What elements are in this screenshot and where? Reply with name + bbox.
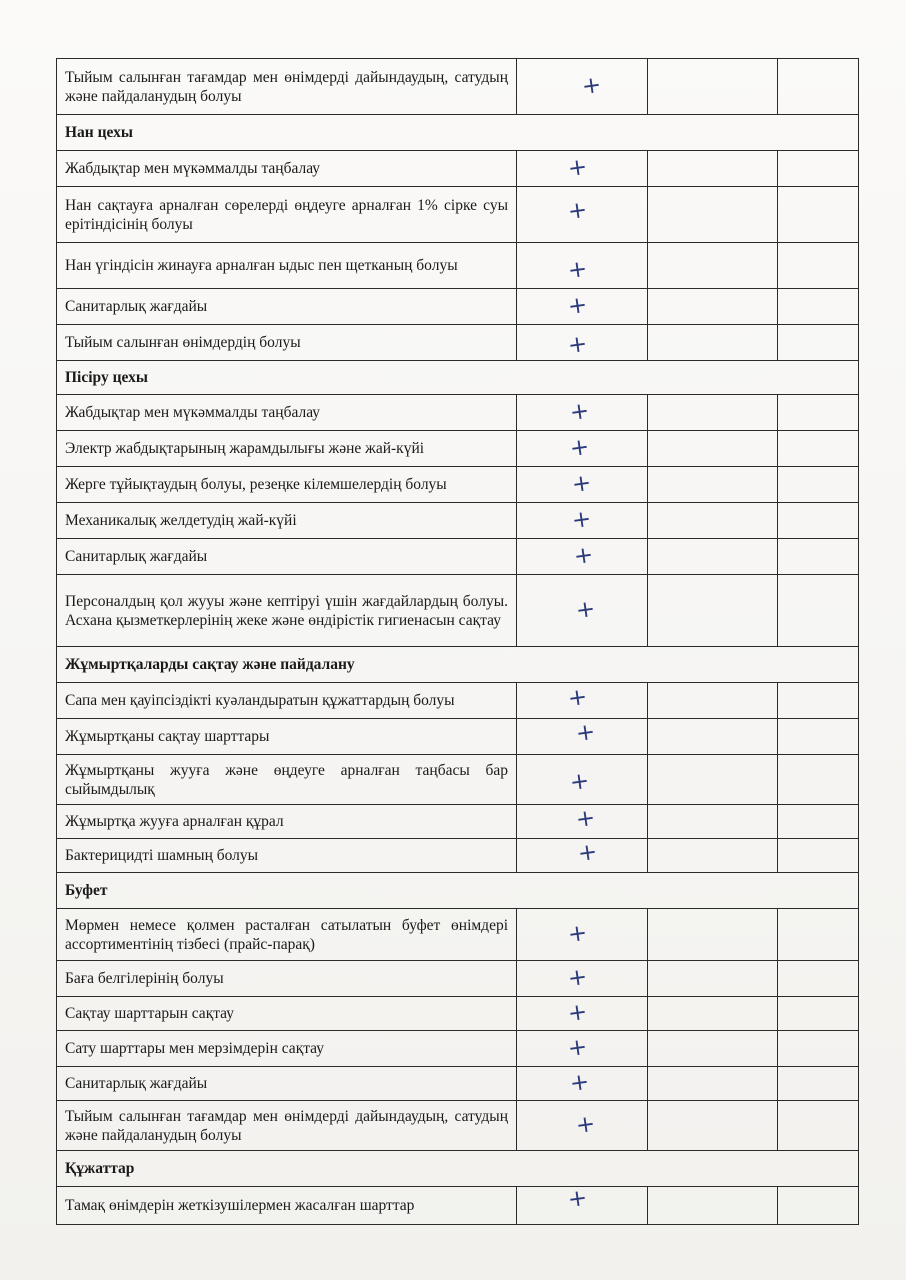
handwritten-plus-mark: + [566,683,590,713]
checklist-row [57,683,859,719]
handwritten-plus-mark: + [566,1184,590,1214]
checklist-row [57,243,859,289]
empty-cell-a [648,1187,778,1225]
handwritten-plus-mark: + [570,469,594,499]
requirement-text: Жерге тұйықтаудың болуы, резеңке кілемшелердің болуы [57,467,517,503]
compliance-mark-cell [517,1101,648,1151]
empty-cell-a [648,467,778,503]
section-header-row [57,361,859,395]
requirement-text: Механикалық желдетудің жай-күйі [57,503,517,539]
empty-cell-a [648,539,778,575]
checklist-row [57,1067,859,1101]
compliance-mark-cell [517,839,648,873]
requirement-text: Электр жабдықтарының жарамдылығы және жай-күйі [57,431,517,467]
compliance-mark-cell [517,395,648,431]
checklist-row [57,395,859,431]
checklist-row [57,719,859,755]
compliance-mark-cell [517,467,648,503]
handwritten-plus-mark: + [574,1110,598,1140]
checklist-row [57,467,859,503]
compliance-mark-cell [517,575,648,647]
handwritten-plus-mark: + [566,255,590,285]
empty-cell-a [648,719,778,755]
section-header-row [57,1151,859,1187]
empty-cell-a [648,59,778,115]
compliance-mark-cell [517,755,648,805]
empty-cell-b [778,243,859,289]
checklist-row [57,325,859,361]
empty-cell-a [648,1101,778,1151]
section-title: Буфет [57,873,859,909]
handwritten-plus-mark: + [568,397,592,427]
empty-cell-b [778,1187,859,1225]
requirement-text: Нан сақтауға арналған сөрелерді өңдеуге арналған 1% сірке суы ерітіндісінің болуы [57,187,517,243]
empty-cell-b [778,683,859,719]
handwritten-plus-mark: + [566,1033,590,1063]
empty-cell-b [778,539,859,575]
compliance-mark-cell [517,243,648,289]
compliance-mark-cell [517,431,648,467]
empty-cell-b [778,151,859,187]
empty-cell-a [648,805,778,839]
empty-cell-b [778,503,859,539]
requirement-text: Сақтау шарттарын сақтау [57,997,517,1031]
compliance-mark-cell [517,187,648,243]
checklist-row [57,503,859,539]
requirement-text: Жұмыртқа жууға арналған құрал [57,805,517,839]
compliance-mark-cell [517,961,648,997]
empty-cell-b [778,805,859,839]
handwritten-plus-mark: + [574,595,598,625]
empty-cell-a [648,503,778,539]
compliance-mark-cell [517,1031,648,1067]
empty-cell-b [778,839,859,873]
checklist-row [57,59,859,115]
handwritten-plus-mark: + [574,718,598,748]
requirement-text: Санитарлық жағдайы [57,539,517,575]
compliance-mark-cell [517,805,648,839]
empty-cell-b [778,431,859,467]
handwritten-plus-mark: + [566,998,590,1028]
compliance-mark-cell [517,909,648,961]
handwritten-plus-mark: + [568,767,592,797]
requirement-text: Баға белгілерінің болуы [57,961,517,997]
checklist-row [57,1187,859,1225]
empty-cell-a [648,683,778,719]
empty-cell-a [648,1031,778,1067]
compliance-mark-cell [517,151,648,187]
checklist-row [57,575,859,647]
compliance-mark-cell [517,539,648,575]
section-title: Құжаттар [57,1151,859,1187]
handwritten-plus-mark: + [568,433,592,463]
checklist-row [57,805,859,839]
handwritten-plus-mark: + [566,963,590,993]
checklist-body [57,59,859,1225]
requirement-text: Сату шарттары мен мерзімдерін сақтау [57,1031,517,1067]
empty-cell-b [778,59,859,115]
requirement-text: Тыйым салынған тағамдар мен өнімдерді дайындаудың, сатудың және пайдаланудың болуы [57,1101,517,1151]
requirement-text: Нан үгіндісін жинауға арналған ыдыс пен щетканың болуы [57,243,517,289]
empty-cell-b [778,325,859,361]
section-title: Жұмыртқаларды сақтау және пайдалану [57,647,859,683]
empty-cell-a [648,431,778,467]
empty-cell-b [778,289,859,325]
requirement-text: Жұмыртқаны сақтау шарттары [57,719,517,755]
empty-cell-b [778,961,859,997]
empty-cell-b [778,1031,859,1067]
requirement-text: Жабдықтар мен мүкәммалды таңбалау [57,395,517,431]
empty-cell-a [648,187,778,243]
empty-cell-a [648,961,778,997]
handwritten-plus-mark: + [580,71,604,101]
empty-cell-a [648,839,778,873]
empty-cell-b [778,395,859,431]
empty-cell-b [778,1067,859,1101]
handwritten-plus-mark: + [574,804,598,834]
empty-cell-b [778,467,859,503]
checklist-row [57,431,859,467]
requirement-text: Персоналдың қол жууы және кептіруі үшін жағдайлардың болуы. Асхана қызметкерлерінің жеке және өндірістік гигиенасын сақтау [57,575,517,647]
section-header-row [57,647,859,683]
requirement-text: Жұмыртқаны жууға және өңдеуге арналған таңбасы бар сыйымдылық [57,755,517,805]
handwritten-plus-mark: + [572,541,596,571]
compliance-mark-cell [517,1184,648,1225]
handwritten-plus-mark: + [566,196,590,226]
empty-cell-b [778,719,859,755]
requirement-text: Мөрмен немесе қолмен расталған сатылатын буфет өнімдері ассортиментінің тізбесі (прайс-парақ) [57,909,517,961]
checklist-row [57,1031,859,1067]
empty-cell-b [778,755,859,805]
empty-cell-a [648,289,778,325]
handwritten-plus-mark: + [570,505,594,535]
checklist-row [57,997,859,1031]
section-title: Пісіру цехы [57,361,859,395]
empty-cell-a [648,151,778,187]
empty-cell-b [778,1101,859,1151]
empty-cell-a [648,395,778,431]
empty-cell-a [648,997,778,1031]
compliance-mark-cell [517,325,648,361]
checklist-row [57,961,859,997]
compliance-mark-cell [517,683,648,719]
requirement-text: Тамақ өнімдерін жеткізушілермен жасалған шарттар [57,1187,517,1225]
requirement-text: Сапа мен қауіпсіздікті куәландыратын құжаттардың болуы [57,683,517,719]
compliance-mark-cell [517,289,648,325]
requirement-text: Тыйым салынған өнімдердің болуы [57,325,517,361]
handwritten-plus-mark: + [566,291,590,321]
requirement-text: Санитарлық жағдайы [57,289,517,325]
checklist-row [57,539,859,575]
section-header-row [57,115,859,151]
handwritten-plus-mark: + [576,838,600,868]
checklist-row [57,839,859,873]
empty-cell-a [648,575,778,647]
checklist-row [57,1101,859,1151]
checklist-table [56,58,859,1225]
empty-cell-b [778,909,859,961]
checklist-row [57,289,859,325]
handwritten-plus-mark: + [566,330,590,360]
compliance-mark-cell [517,503,648,539]
handwritten-plus-mark: + [566,919,590,949]
checklist-row [57,909,859,961]
compliance-mark-cell [517,719,648,755]
compliance-mark-cell [517,997,648,1031]
compliance-mark-cell [517,59,648,115]
empty-cell-b [778,997,859,1031]
handwritten-plus-mark: + [568,1068,592,1098]
section-header-row [57,873,859,909]
requirement-text: Жабдықтар мен мүкәммалды таңбалау [57,151,517,187]
empty-cell-a [648,325,778,361]
requirement-text: Бактерицидті шамның болуы [57,839,517,873]
empty-cell-b [778,575,859,647]
checklist-row [57,151,859,187]
empty-cell-a [648,243,778,289]
empty-cell-a [648,1067,778,1101]
empty-cell-a [648,755,778,805]
section-title: Нан цехы [57,115,859,151]
checklist-row [57,187,859,243]
empty-cell-a [648,909,778,961]
handwritten-plus-mark: + [566,153,590,183]
requirement-text: Санитарлық жағдайы [57,1067,517,1101]
compliance-mark-cell [517,1067,648,1101]
checklist-row [57,755,859,805]
requirement-text: Тыйым салынған тағамдар мен өнімдерді дайындаудың, сатудың және пайдаланудың болуы [57,59,517,115]
empty-cell-b [778,187,859,243]
